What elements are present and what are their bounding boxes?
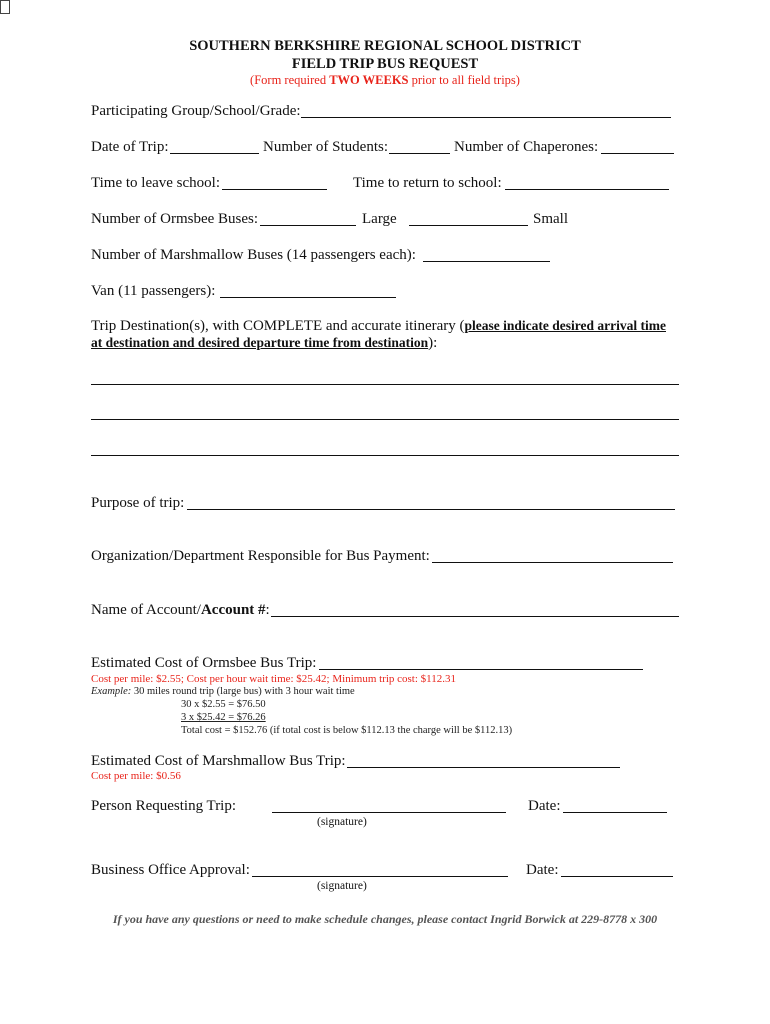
destination-line-2[interactable] — [91, 419, 679, 420]
calc-wait: 3 x $25.42 = $76.26 — [181, 712, 266, 723]
ormsbee-cost-field[interactable] — [319, 669, 643, 670]
person-requesting-signature-field[interactable] — [272, 812, 506, 813]
time-leave-field[interactable] — [222, 189, 327, 190]
date-of-trip-field[interactable] — [170, 153, 259, 154]
destination-line-1[interactable] — [91, 384, 679, 385]
signature1-caption: (signature) — [317, 816, 367, 828]
ormsbee-example: Example: 30 miles round trip (large bus) with 3 hour wait time — [91, 686, 355, 697]
num-students-field[interactable] — [389, 153, 450, 154]
organization-field[interactable] — [432, 562, 673, 563]
destination-label: Trip Destination(s), with COMPLETE and accurate itinerary (please indicate desired arrival time — [91, 318, 666, 334]
marshmallow-buses-field[interactable] — [423, 261, 550, 262]
form-checkbox-corner[interactable] — [0, 0, 10, 14]
form-title: FIELD TRIP BUS REQUEST — [291, 56, 479, 72]
purpose-field[interactable] — [187, 509, 675, 510]
account-field[interactable] — [271, 616, 679, 617]
destination-line-3[interactable] — [91, 455, 679, 456]
num-students-label: Number of Students: — [263, 139, 388, 155]
van-label: Van (11 passengers): — [91, 283, 216, 299]
group-field[interactable] — [301, 117, 671, 118]
time-return-label: Time to return to school: — [353, 175, 502, 191]
marshmallow-rate: Cost per mile: $0.56 — [91, 770, 181, 782]
small-label: Small — [533, 211, 569, 227]
business-office-label: Business Office Approval: — [91, 862, 250, 878]
marshmallow-buses-label: Number of Marshmallow Buses (14 passengers each): — [91, 247, 416, 263]
date2-label: Date: — [526, 862, 559, 878]
business-office-signature-field[interactable] — [252, 876, 508, 877]
date1-label: Date: — [528, 798, 561, 814]
num-chaperones-label: Number of Chaperones: — [454, 139, 599, 155]
large-label: Large — [362, 211, 397, 227]
calc-miles: 30 x $2.55 = $76.50 — [181, 699, 266, 710]
person-requesting-label: Person Requesting Trip: — [91, 798, 237, 814]
ormsbee-cost-label: Estimated Cost of Ormsbee Bus Trip: — [91, 655, 317, 671]
marshmallow-cost-field[interactable] — [347, 767, 620, 768]
time-leave-label: Time to leave school: — [91, 175, 221, 191]
time-return-field[interactable] — [505, 189, 669, 190]
signature2-caption: (signature) — [317, 880, 367, 892]
date2-field[interactable] — [561, 876, 673, 877]
marshmallow-cost-label: Estimated Cost of Marshmallow Bus Trip: — [91, 753, 346, 769]
ormsbee-rates: Cost per mile: $2.55; Cost per hour wait time: $25.42; Minimum trip cost: $112.31 — [91, 673, 457, 685]
account-label: Name of Account/Account #: — [91, 602, 270, 618]
date-of-trip-label: Date of Trip: — [91, 139, 169, 155]
organization-label: Organization/Department Responsible for Bus Payment: — [91, 548, 430, 564]
group-label: Participating Group/School/Grade: — [91, 103, 301, 119]
form-notice: (Form required TWO WEEKS prior to all field trips) — [250, 73, 520, 87]
date1-field[interactable] — [563, 812, 667, 813]
ormsbee-buses-field[interactable] — [260, 225, 356, 226]
footer-contact-note: If you have any questions or need to make schedule changes, please contact Ingrid Borwick at 229-8778 x 300 — [112, 912, 658, 926]
num-chaperones-field[interactable] — [601, 153, 674, 154]
van-field[interactable] — [220, 297, 396, 298]
district-title: SOUTHERN BERKSHIRE REGIONAL SCHOOL DISTRICT — [189, 38, 581, 54]
small-count-field[interactable] — [409, 225, 528, 226]
purpose-label: Purpose of trip: — [91, 495, 185, 511]
ormsbee-buses-label: Number of Ormsbee Buses: — [91, 211, 259, 227]
destination-label-cont: at destination and desired departure time from destination): — [91, 335, 438, 351]
calc-total: Total cost = $152.76 (if total cost is below $112.13 the charge will be $112.13) — [181, 725, 513, 736]
